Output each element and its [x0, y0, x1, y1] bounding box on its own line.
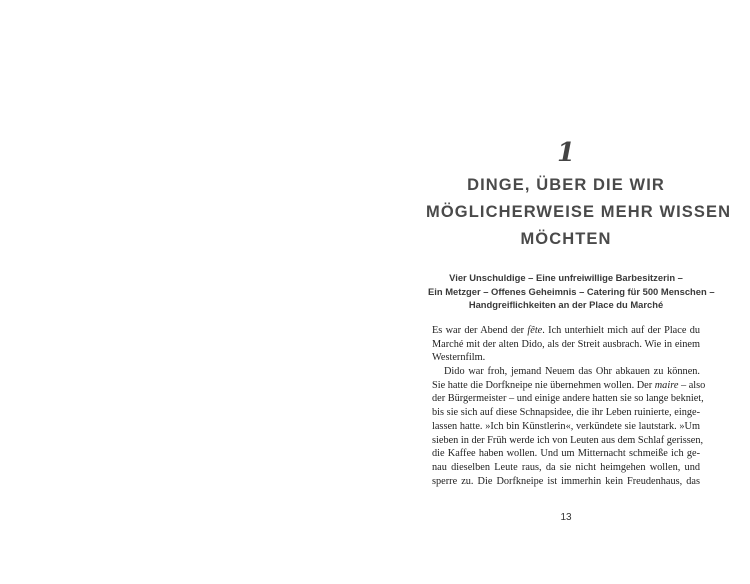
body-line: [432, 392, 704, 406]
body-line: [432, 379, 706, 393]
body-line-text: lassen hatte. »Ich bin Künstlerin«, verkündete sie lautstark. »Um: [432, 420, 700, 432]
chapter-summary-line: Ein Metzger – Offenes Geheimnis – Catering für 500 Menschen –: [428, 285, 715, 297]
body-line: [432, 447, 700, 461]
body-line-emphasis: maire: [654, 379, 679, 391]
body-line: [432, 434, 704, 448]
body-line-text: sperre zu. Die Dorfkneipe ist immerhin kein Freudenhaus, das: [432, 475, 700, 487]
body-line: [432, 365, 700, 379]
body-text: [432, 324, 706, 488]
body-line-text: bis sie sich auf diese Schnapsidee, die ihr Leben ruinierte, einge-: [432, 407, 700, 419]
chapter-summary: [428, 271, 715, 312]
body-line-text: sieben in der Früh werde ich von Leuten aus dem Schlaf gerissen,: [432, 434, 704, 446]
chapter-title-line: DINGE, ÜBER DIE WIR: [467, 176, 665, 194]
body-line: [432, 420, 700, 434]
chapter-summary-line: Handgreiflichkeiten an der Place du Marché: [468, 299, 664, 310]
body-line-text: Sie hatte die Dorfkneipe nie übernehmen wollen. Der: [432, 379, 655, 391]
chapter-title: [426, 172, 732, 253]
body-line-text: nau dieselben Leute raus, da sie nicht heimgehen wollen, und: [432, 461, 700, 473]
chapter-title-line: MÖCHTEN: [520, 230, 612, 248]
body-line-text: – also: [678, 379, 706, 391]
body-line-text: Westernfilm.: [432, 352, 486, 364]
body-line-text: Marché mit der alten Dido, als der Streit ausbrach. Wie in einem: [432, 338, 700, 350]
body-line: [432, 338, 700, 352]
body-line-text: der Bürgermeister – und einige andere hatten sie so lange bekniet,: [432, 393, 704, 405]
page-number: 13: [560, 512, 572, 523]
chapter-title-line: MÖGLICHERWEISE MEHR WISSEN: [426, 203, 732, 221]
book-page-right: [426, 0, 732, 584]
body-line-text: Es war der Abend der: [432, 325, 528, 336]
body-line: [432, 461, 700, 475]
body-line-text: . Ich unterhielt mich auf der Place du: [542, 325, 700, 336]
body-line-emphasis: fête: [527, 325, 543, 336]
body-line-text: die Kaffee haben wollen. Und um Mitternacht schmeiße ich ge-: [432, 448, 700, 460]
body-line: [432, 324, 700, 338]
body-line: [432, 351, 700, 365]
body-line: [432, 475, 700, 489]
body-line: [432, 406, 700, 420]
chapter-summary-line: Vier Unschuldige – Eine unfreiwillige Barbesitzerin –: [449, 272, 683, 283]
body-line-text: Dido war froh, jemand Neuem das Ohr abkauen zu können.: [444, 366, 700, 378]
chapter-number: 1: [556, 138, 576, 168]
